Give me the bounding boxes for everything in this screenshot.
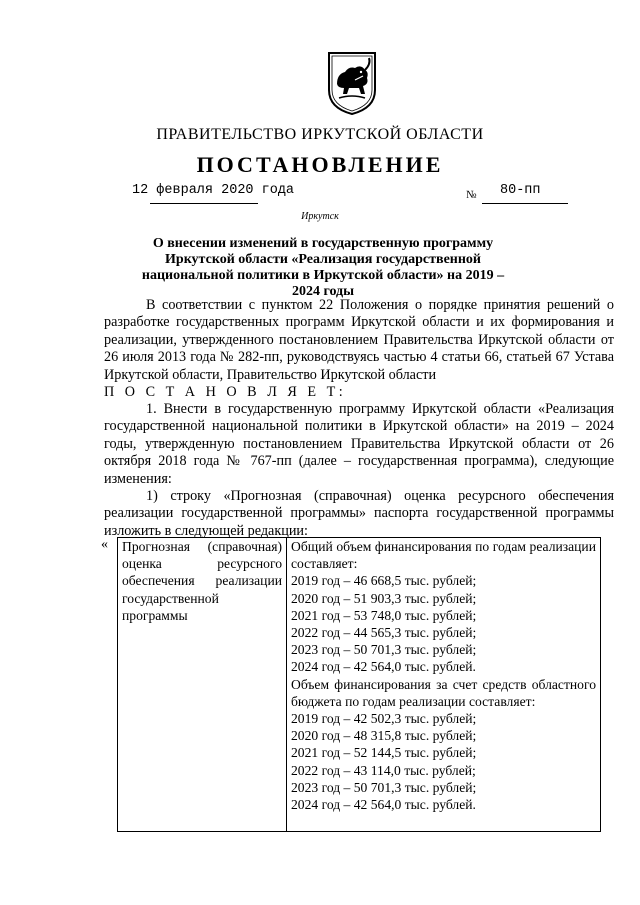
total-row-2019: 2019 год – 46 668,5 тыс. рублей;	[291, 573, 477, 589]
document-type: ПОСТАНОВЛЕНИЕ	[196, 152, 444, 177]
regional-row-2020: 2020 год – 48 315,8 тыс. рублей;	[291, 728, 477, 744]
number-underline	[482, 203, 568, 204]
item-1-paragraph: 1. Внести в государственную программу Иркутской области «Реализация государственной национальной политики в Иркутской области» на 2019 – 2024 годы, утвержденную постановлением Правительства Иркутской области от 26 октября 2018 года № 767-пп (далее – государственная программа), следующие изменения:	[104, 401, 614, 487]
city: Иркутск	[301, 211, 339, 222]
opening-quote: «	[101, 537, 108, 552]
total-row-2020: 2020 год – 51 903,3 тыс. рублей;	[291, 590, 477, 606]
document-title: О внесении изменений в государственную программу Иркутской области «Реализация государственной национальной политики в Иркутской области» на 2019 – 2024 годы	[141, 236, 505, 299]
regional-row-2021: 2021 год – 52 144,5 тыс. рублей;	[291, 745, 477, 761]
total-row-2022: 2022 год – 44 565,3 тыс. рублей;	[291, 625, 477, 641]
resolves-heading: П О С Т А Н О В Л Я Е Т:	[104, 384, 347, 400]
document-date: 12 февраля 2020 года	[132, 183, 295, 198]
document-number: 80-пп	[500, 183, 541, 198]
table-left-cell: Прогнозная (справочная) оценка ресурсного обеспечения реализации государственной программы	[118, 538, 287, 832]
number-sign: №	[466, 189, 477, 201]
total-row-2023: 2023 год – 50 701,3 тыс. рублей;	[291, 642, 477, 658]
regional-row-2022: 2022 год – 43 114,0 тыс. рублей;	[291, 762, 476, 778]
total-row-2021: 2021 год – 53 748,0 тыс. рублей;	[291, 607, 477, 623]
preamble-paragraph: В соответствии с пунктом 22 Положения о порядке принятия решений о разработке государственных программ Иркутской области и их формирования и реализации, утвержденного постановлением Правительства Иркутской области от 26 июля 2013 года № 282-пп, руководствуясь частью 4 статьи 66, статьей 67 Устава Иркутской области, Правительство Иркутской области	[104, 297, 614, 383]
regional-row-2019: 2019 год – 42 502,3 тыс. рублей;	[291, 711, 477, 727]
total-row-2024: 2024 год – 42 564,0 тыс. рублей.	[291, 659, 476, 675]
passport-table	[117, 537, 601, 832]
table-row	[118, 538, 601, 832]
total-funding-heading: Общий объем финансирования по годам реализации составляет:	[291, 539, 596, 572]
coat-of-arms-icon	[325, 50, 379, 116]
date-underline	[150, 203, 258, 204]
regional-row-2024: 2024 год – 42 564,0 тыс. рублей.	[291, 797, 476, 813]
item-1-1-paragraph: 1) строку «Прогнозная (справочная) оценка ресурсного обеспечения реализации государственной программы» паспорта государственной программы изложить в следующей редакции:	[104, 488, 614, 539]
organization-name: ПРАВИТЕЛЬСТВО ИРКУТСКОЙ ОБЛАСТИ	[156, 126, 484, 143]
regional-funding-heading: Объем финансирования за счет средств областного бюджета по годам реализации составляет:	[291, 676, 596, 709]
regional-row-2023: 2023 год – 50 701,3 тыс. рублей;	[291, 779, 477, 795]
table-right-cell	[287, 538, 601, 832]
